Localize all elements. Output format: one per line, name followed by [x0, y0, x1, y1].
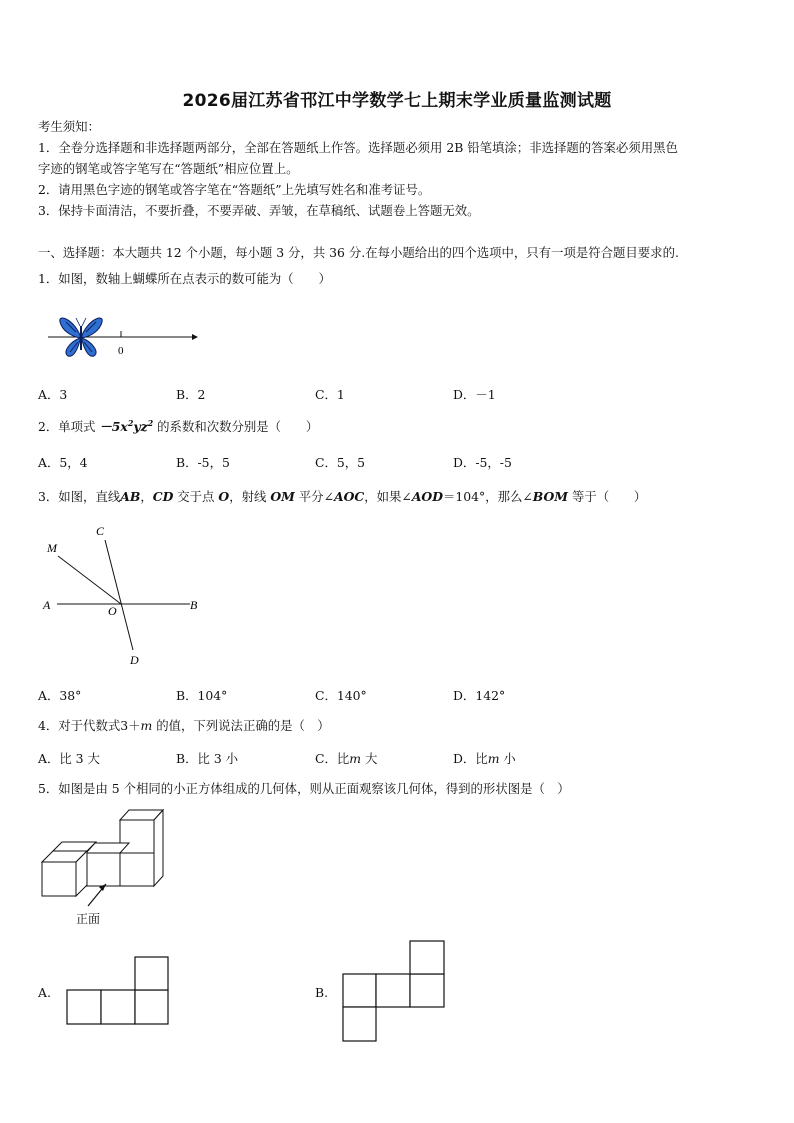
- q4-option-b: B．比 3 小: [176, 751, 239, 766]
- zero-label: 0: [118, 345, 124, 357]
- section-heading: 一、选择题：本大题共 12 个小题，每小题 3 分，共 36 分.在每小题给出的四个选项中，只有一项是符合题目要求的.: [38, 245, 679, 260]
- q2-option-c: C．5，5: [315, 455, 366, 470]
- q3-option-d: D．142°: [453, 688, 506, 703]
- label-b: B: [190, 598, 198, 612]
- q4-stem: 4．对于代数式3＋m 的值，下列说法正确的是（ ）: [38, 718, 330, 733]
- notice-item-1-line-1: 1．全卷分选择题和非选择题两部分，全部在答题纸上作答。选择题必须用 2B 铅笔填涂；非选择题的答案必须用黑色: [38, 140, 678, 155]
- q3-option-a: A．38°: [38, 688, 82, 703]
- q1-stem: 1．如图，数轴上蝴蝶所在点表示的数可能为（ ）: [38, 271, 331, 286]
- q1-option-d: D．－1: [453, 387, 496, 402]
- notice-item-1-line-2: 字迹的钢笔或答字笔写在“答题纸”相应位置上。: [38, 161, 299, 176]
- q3-stem: 3．如图，直线AB，CD 交于点 O，射线 OM 平分∠AOC，如果∠AOD＝104°，那么∠BOM 等于（ ）: [38, 489, 647, 504]
- label-o: O: [108, 604, 117, 618]
- label-m: M: [47, 541, 57, 555]
- front-label: 正面: [76, 912, 101, 926]
- q2-monomial: $-5x^2yz^2$: [99, 418, 154, 435]
- q1-option-b: B．2: [176, 387, 206, 402]
- q2-option-b: B．-5，5: [176, 455, 230, 470]
- notice-item-2: 2．请用黑色字迹的钢笔或答字笔在“答题纸”上先填写姓名和准考证号。: [38, 182, 431, 197]
- q4-option-d: D．比m 小: [453, 751, 516, 766]
- q5-option-a-label: A.: [38, 985, 51, 1000]
- label-a: A: [43, 598, 51, 612]
- q5-option-b-label: B.: [315, 985, 329, 1000]
- q3-option-b: B．104°: [176, 688, 228, 703]
- notice-item-3: 3．保持卡面清洁，不要折叠，不要弄破、弄皱，在草稿纸、试题卷上答题无效。: [38, 203, 480, 218]
- q1-option-c: C．1: [315, 387, 345, 402]
- q5-stem: 5．如图是由 5 个相同的小正方体组成的几何体，则从正面观察该几何体，得到的形状图是（ ）: [38, 781, 570, 796]
- q1-option-a: A．3: [38, 387, 68, 402]
- q4-option-a: A．比 3 大: [38, 751, 100, 766]
- q2-prefix: 2．单项式: [38, 419, 96, 435]
- q2-suffix: 的系数和次数分别是（ ）: [157, 419, 319, 435]
- notice-heading: 考生须知：: [38, 119, 100, 134]
- q3-option-c: C．140°: [315, 688, 367, 703]
- q2-option-a: A．5，4: [38, 455, 88, 470]
- label-d: D: [130, 653, 139, 667]
- q4-option-c: C．比m 大: [315, 751, 378, 766]
- page-title: 2026届江苏省邗江中学数学七上期末学业质量监测试题: [182, 91, 612, 111]
- label-c: C: [96, 524, 105, 538]
- q2-option-d: D．-5，-5: [453, 455, 512, 470]
